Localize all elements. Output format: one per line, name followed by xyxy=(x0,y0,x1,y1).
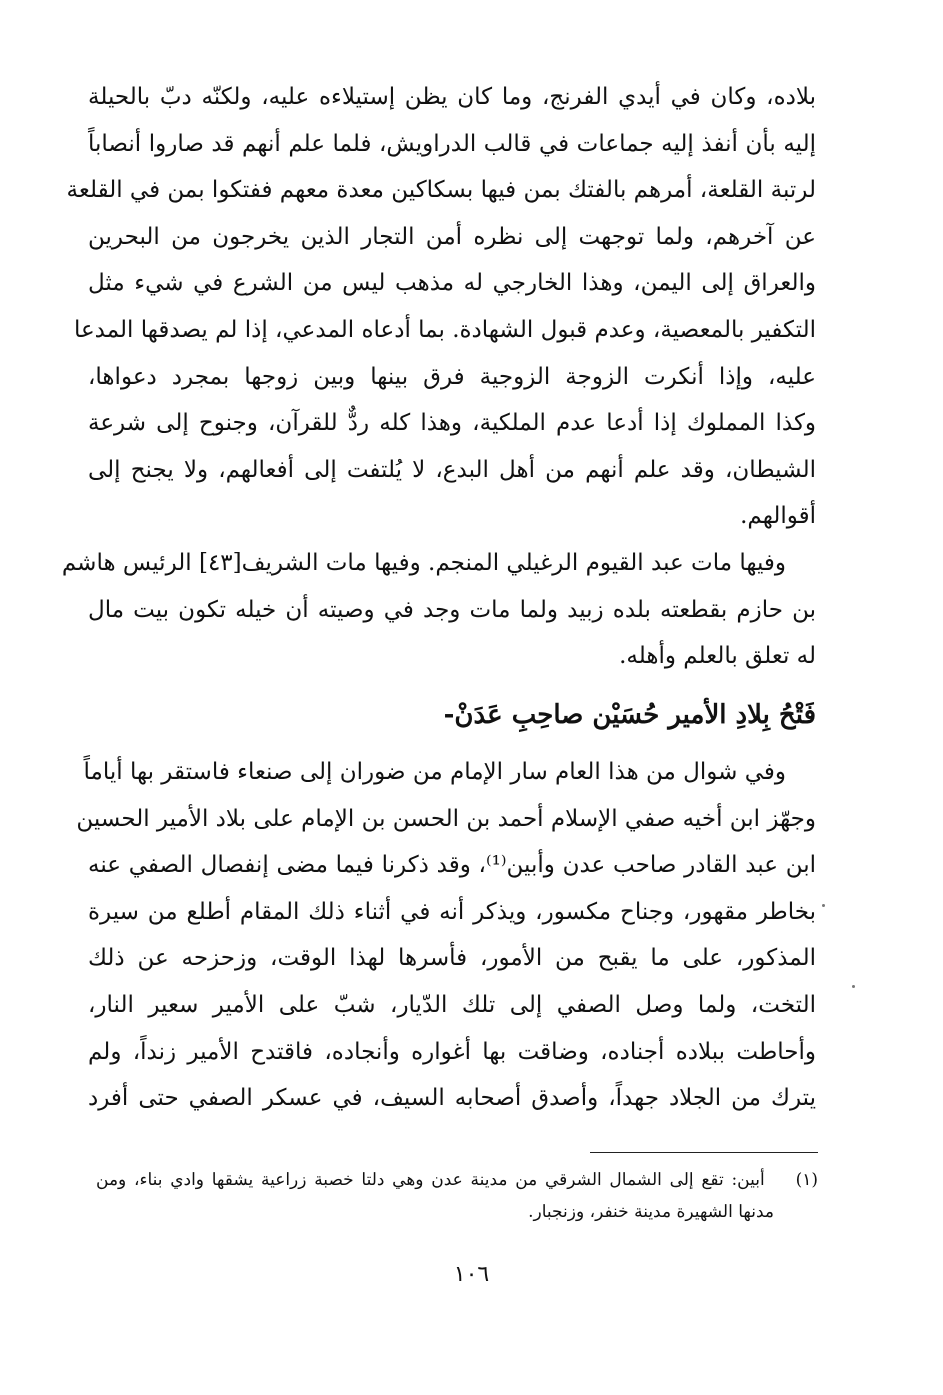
footnote-divider xyxy=(590,1152,818,1153)
scan-speck xyxy=(852,985,855,988)
body-paragraph-2 xyxy=(61,540,816,680)
footnote xyxy=(96,1164,818,1228)
body-paragraph-1 xyxy=(66,74,816,540)
text-line: لرتبة القلعة، أمرهم بالفتك بمن فيها بسكاكين معدة معهم ففتكوا بمن في القلعة xyxy=(66,177,816,204)
section-heading: فَتْحُ بِلادِ الأمير حُسَيْن صاحِبِ عَدَنْ- xyxy=(443,700,816,730)
scan-speck xyxy=(822,904,825,907)
footnote-marker: (١) xyxy=(795,1170,818,1190)
text-line: إليه بأن أنفذ إليه جماعات في قالب الدراويش، فلما علم أنهم قد صاروا أنصاباً xyxy=(88,130,816,157)
text-line: وجهّز ابن أخيه صفي الإسلام أحمد بن الحسن بن الإمام على بلاد الأمير الحسين xyxy=(76,805,816,832)
footnote-line xyxy=(96,1164,818,1196)
text-line: بخاطر مقهور، وجناح مكسور، ويذكر أنه في أثناء ذلك المقام أطلع من سيرة xyxy=(88,898,816,925)
text-line: وكذا المملوك إذا أدعا عدم الملكية، وهذا كله ردٌّ للقرآن، وجنوح إلى شرعة xyxy=(88,410,816,437)
text-line: عن آخرهم، ولما توجهت إلى نظره أمن التجار الذين يخرجون من البحرين xyxy=(88,223,816,250)
text-line: وفي شوال من هذا العام سار الإمام من ضوران إلى صنعاء فاستقر بها أياماً xyxy=(83,759,786,785)
text-line: له تعلق بالعلم وأهله. xyxy=(619,643,816,670)
footnote-line: مدنها الشهيرة مدينة خنفر، وزنجبار. xyxy=(528,1202,774,1222)
page-number: ١٠٦ xyxy=(453,1262,490,1287)
text-line: وأحاطت ببلاده أجناده، وضاقت بها أغواره وأنجاده، فاقتدح الأمير زنداً، ولم xyxy=(88,1038,816,1065)
text-line: المذكور، على ما يقبح من الأمور، فأسرها لهذا الوقت، وزحزحه عن ذلك xyxy=(88,945,816,972)
text-line: عليه، وإذا أنكرت الزوجة الزوجية فرق بينها وبين زوجها بمجرد دعواها، xyxy=(88,363,816,390)
text-line: التخت، ولما وصل الصفي إلى تلك الدّيار، شبّ على الأمير سعير النار، xyxy=(88,991,816,1018)
text-line: وفيها مات عبد القيوم الرغيلي المنجم. وفيها مات الشريف[٤٣] الرئيس هاشم xyxy=(61,550,786,576)
text-line: والعراق إلى اليمن، وهذا الخارجي له مذهب ليس من الشرع في شيء مثل xyxy=(88,270,816,297)
text-line: بن حازم بقطعته بلده زبيد ولما مات وجد في وصيته أن خيله تكون بيت مال xyxy=(88,596,816,623)
text-line: يترك من الجلاد جهداً، وأصدق أصحابه السيف، في عسكر الصفي حتى أفرد xyxy=(88,1085,816,1112)
text-line: الشيطان، وقد علم أنهم من أهل البدع، لا يُلتفت إلى أفعالهم، ولا يجنح إلى xyxy=(88,456,816,483)
footnote-text: أبين: تقع إلى الشمال الشرقي من مدينة عدن وهي دلتا خصبة زراعية يشقها وادي بناء، ومن xyxy=(96,1170,765,1190)
text-line: ابن عبد القادر صاحب عدن وأبين⁽¹⁾، وقد ذكرنا فيما مضى إنفصال الصفي عنه xyxy=(88,852,816,879)
text-line: بلاده، وكان في أيدي الفرنج، وما كان يظن إستيلاءه عليه، ولكنّه دبّ بالحيلة xyxy=(88,84,816,110)
text-line: أقوالهم. xyxy=(740,503,816,530)
body-paragraph-3 xyxy=(76,749,816,1122)
text-line: التكفير بالمعصية، وعدم قبول الشهادة. بما أدعاه المدعي، إذا لم يصدقها المدعا xyxy=(73,316,816,343)
